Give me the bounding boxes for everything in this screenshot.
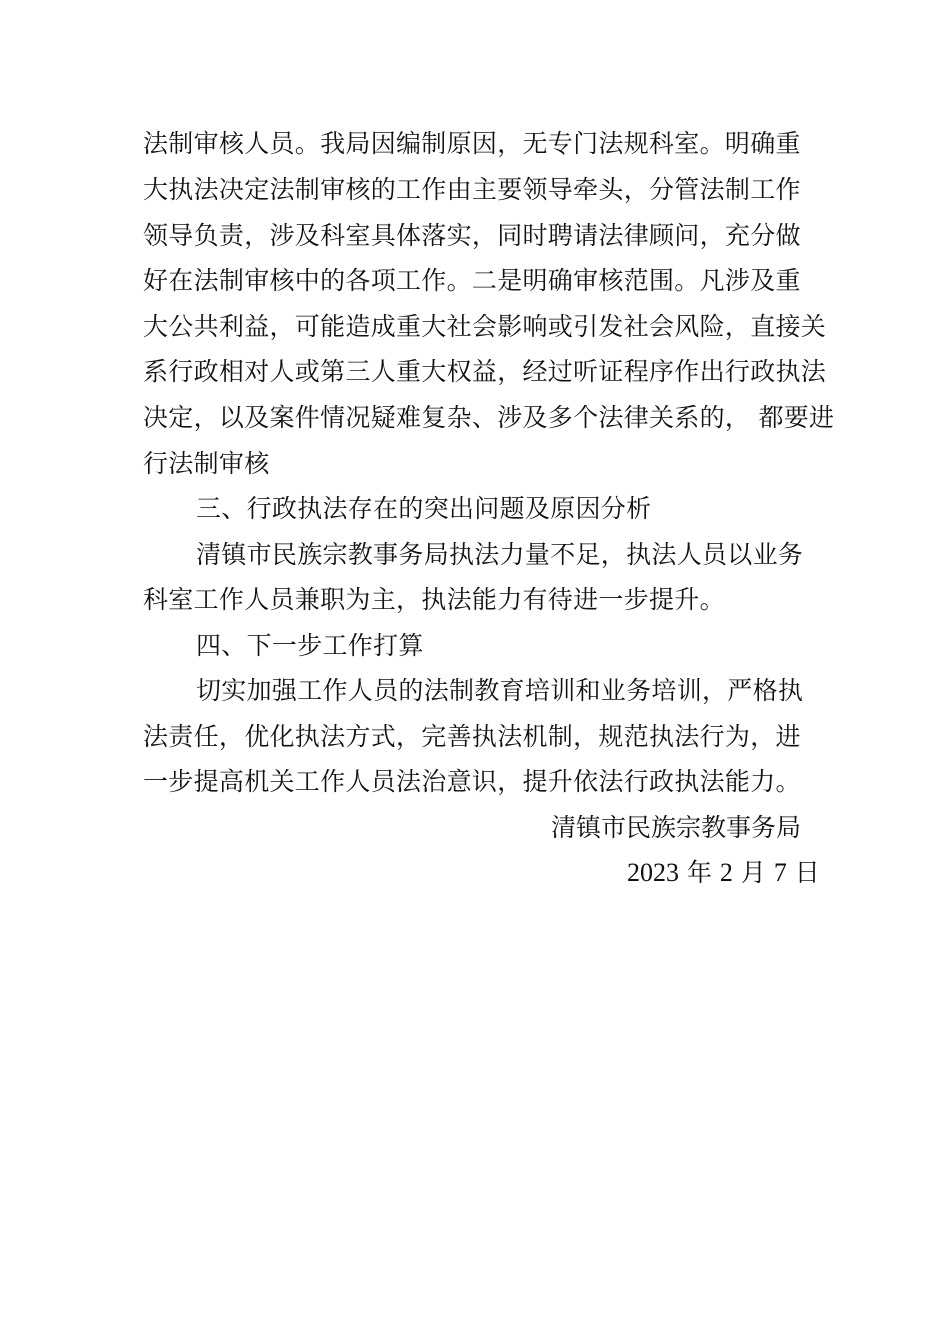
body-line: 系行政相对人或第三人重大权益，经过听证程序作出行政执法 [143, 357, 827, 386]
section-3-line: 清镇市民族宗教事务局执法力量不足，执法人员以业务 [196, 540, 804, 569]
body-line: 大公共利益，可能造成重大社会影响或引发社会风险，直接关 [143, 312, 827, 341]
section-4-line: 切实加强工作人员的法制教育培训和业务培训，严格执 [196, 676, 804, 705]
date-year: 2023 [627, 858, 679, 887]
section-3-heading: 三、行政执法存在的突出问题及原因分析 [196, 494, 652, 523]
date-day-unit: 日 [794, 858, 820, 887]
section-4-heading: 四、下一步工作打算 [196, 631, 424, 660]
date-month-unit: 月 [740, 858, 766, 887]
signature-date [627, 857, 820, 889]
section-4-line: 一步提高机关工作人员法治意识，提升依法行政执法能力。 [143, 767, 801, 796]
body-line: 领导负责，涉及科室具体落实，同时聘请法律顾问，充分做 [143, 221, 801, 250]
signature-organization: 清镇市民族宗教事务局 [551, 813, 802, 842]
body-line: 行法制审核 [143, 449, 270, 478]
body-line: 决定，以及案件情况疑难复杂、涉及多个法律关系的， 都要进 [143, 403, 835, 432]
section-3-line: 科室工作人员兼职为主，执法能力有待进一步提升。 [143, 585, 725, 614]
body-line: 好在法制审核中的各项工作。二是明确审核范围。凡涉及重 [143, 266, 801, 295]
body-line: 法制审核人员。我局因编制原因，无专门法规科室。明确重 [143, 129, 801, 158]
date-day: 7 [773, 858, 787, 887]
body-line: 大执法决定法制审核的工作由主要领导牵头，分管法制工作 [143, 175, 801, 204]
date-year-unit: 年 [686, 858, 712, 887]
section-4-line: 法责任，优化执法方式，完善执法机制，规范执法行为，进 [143, 722, 801, 751]
date-month: 2 [719, 858, 733, 887]
